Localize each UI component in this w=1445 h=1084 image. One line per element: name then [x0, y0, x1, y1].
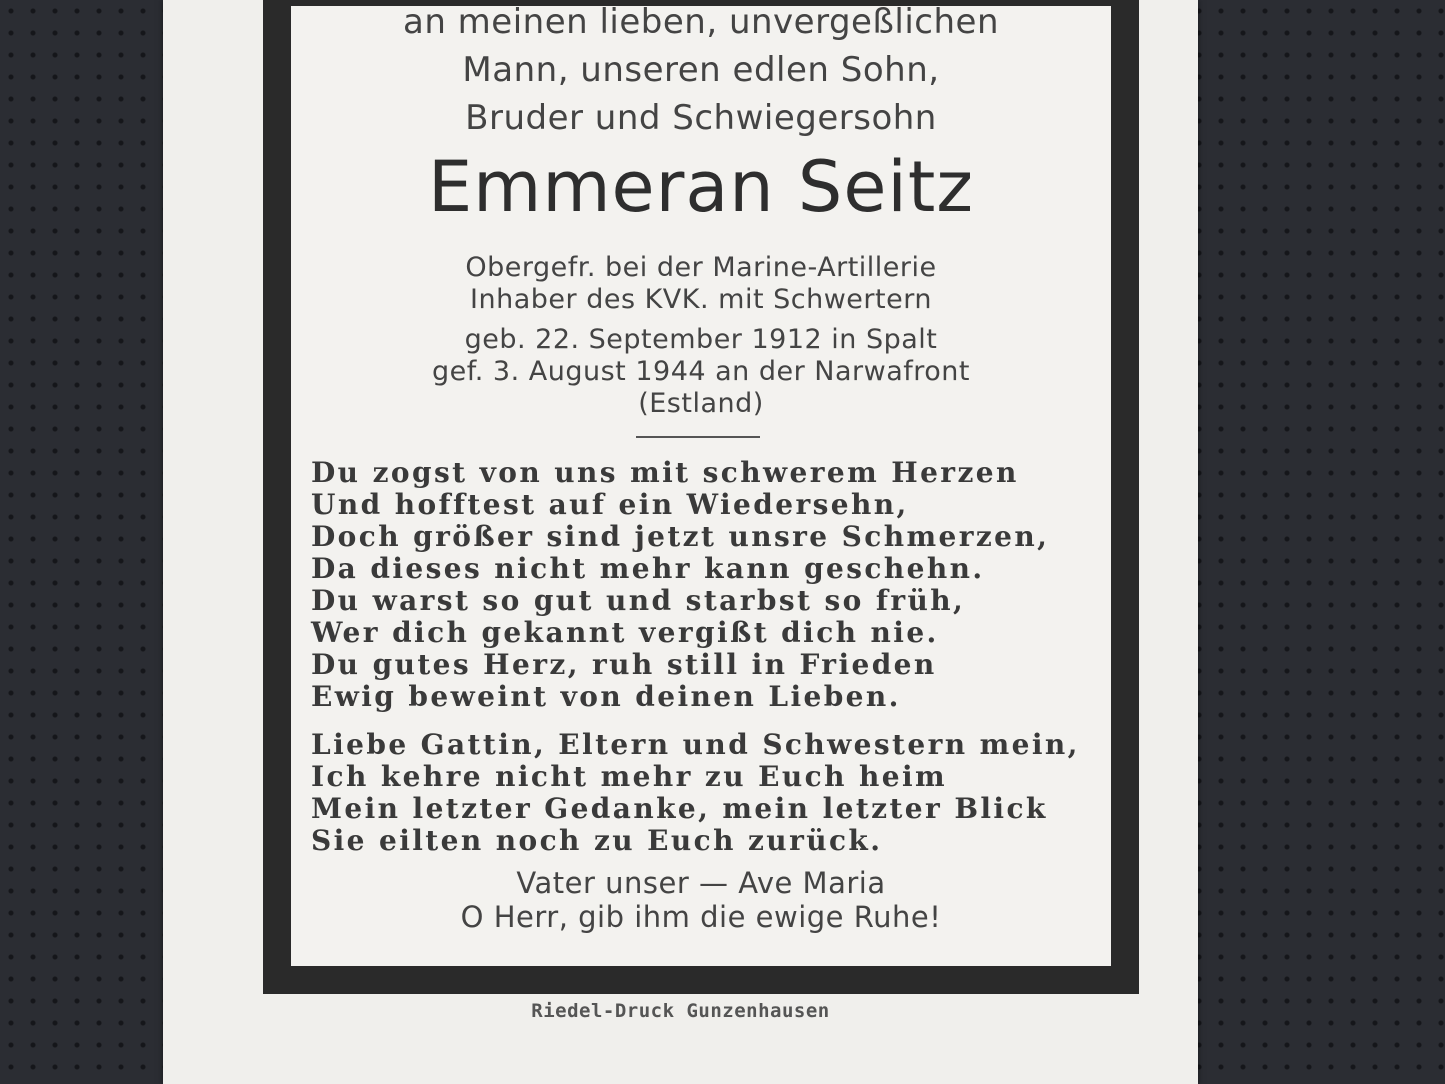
verse2-line-4: Sie eilten noch zu Euch zurück. — [311, 824, 883, 857]
verse2-line-2: Ich kehre nicht mehr zu Euch heim — [311, 760, 948, 793]
printer-credit: Riedel-Druck Gunzenhausen — [531, 1000, 830, 1022]
verse1-line-5: Du warst so gut und starbst so früh, — [311, 584, 966, 617]
intro-line-1: an meinen lieben, unvergeßlichen — [402, 2, 999, 42]
black-border-frame — [263, 0, 1139, 994]
death-place-country: (Estland) — [638, 388, 764, 419]
divider-line — [636, 436, 760, 438]
card-text-area — [291, 2, 1111, 966]
verse1-line-4: Da dieses nicht mehr kann geschehn. — [311, 552, 985, 585]
verse1-line-7: Du gutes Herz, ruh still in Frieden — [311, 648, 937, 681]
death-date: gef. 3. August 1944 an der Narwafront — [431, 356, 971, 387]
intro-line-3: Bruder und Schwiegersohn — [465, 98, 937, 138]
verse2-line-3: Mein letzter Gedanke, mein letzter Blick — [311, 792, 1048, 825]
birth-date: geb. 22. September 1912 in Spalt — [464, 324, 938, 355]
closing-prayer-line-2: O Herr, gib ihm die ewige Ruhe! — [460, 900, 942, 934]
deceased-name: Emmeran Seitz — [427, 146, 975, 228]
verse2-line-1: Liebe Gattin, Eltern und Schwestern mein, — [311, 728, 1080, 761]
intro-line-2: Mann, unseren edlen Sohn, — [462, 50, 940, 90]
verse1-line-1: Du zogst von uns mit schwerem Herzen — [311, 456, 1019, 489]
closing-prayer-line-1: Vater unser — Ave Maria — [516, 866, 886, 900]
verse1-line-8: Ewig beweint von deinen Lieben. — [311, 680, 901, 713]
rank-line-1: Obergefr. bei der Marine-Artillerie — [465, 252, 937, 283]
memorial-card — [163, 0, 1198, 1084]
verse1-line-6: Wer dich gekannt vergißt dich nie. — [311, 616, 939, 649]
verse1-line-3: Doch größer sind jetzt unsre Schmerzen, — [311, 520, 1050, 553]
verse1-line-2: Und hofftest auf ein Wiedersehn, — [311, 488, 909, 521]
rank-line-2: Inhaber des KVK. mit Schwertern — [470, 284, 932, 315]
